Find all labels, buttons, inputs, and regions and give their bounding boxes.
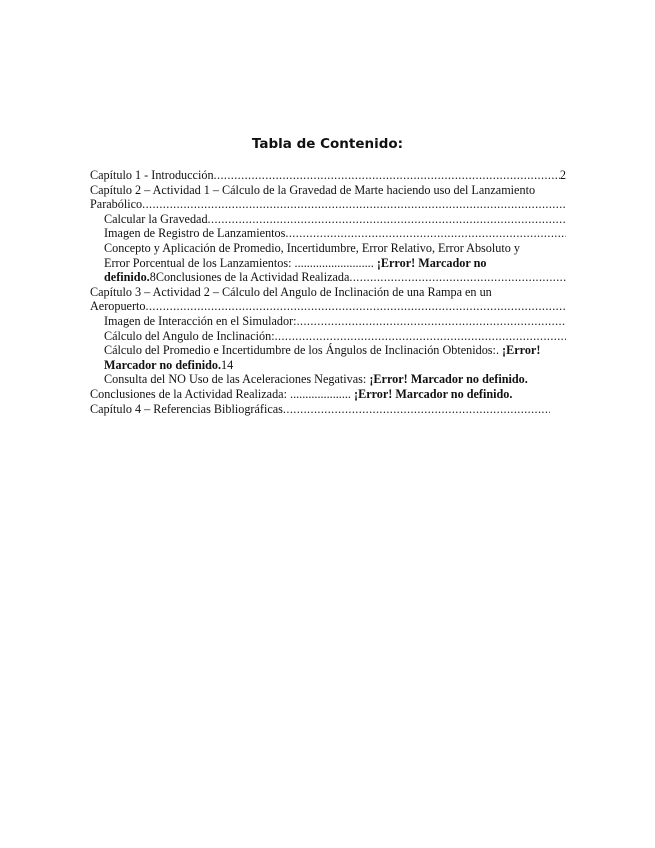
- dot-leader: [142, 197, 566, 212]
- toc-entry-text: Imagen de Registro de Lanzamientos: [104, 226, 286, 241]
- toc-entry-text: Imagen de Interacción en el Simulador:: [104, 313, 297, 328]
- toc-entry-text-cont: Aeropuerto: [90, 299, 146, 314]
- bookmark-error: ¡Error! Marcador no definido.: [369, 372, 528, 387]
- dot-leader: [208, 212, 566, 227]
- toc-entry-promedio-incertidumbre[interactable]: [90, 241, 566, 285]
- dot-leader: [349, 270, 566, 285]
- dot-leader: [146, 299, 567, 314]
- bookmark-error: ¡Error! Marcador no definido.: [350, 386, 513, 401]
- dot-leader: .: [495, 343, 499, 358]
- toc-entry-text: Conclusiones de la Actividad Realizada:: [90, 386, 291, 401]
- toc-entry-chapter-4[interactable]: [90, 402, 550, 417]
- dot-leader: [275, 329, 566, 344]
- toc-entry-conclusiones-actividad-1[interactable]: Conclusiones de la Actividad Realizada: [155, 270, 350, 285]
- toc-entry-calcular-gravedad[interactable]: [90, 212, 566, 227]
- toc-entry-imagen-simulador[interactable]: [90, 314, 566, 329]
- toc-entry-text-cont: Error Porcentual de los Lanzamientos:: [104, 255, 295, 270]
- toc-entry-calculo-angulo[interactable]: [90, 329, 566, 344]
- toc-entry-text: Cálculo del Angulo de Inclinación:: [104, 328, 275, 343]
- dot-leader: ....................: [290, 386, 351, 401]
- dot-leader: [285, 226, 566, 241]
- toc-entry-text: Cálculo del Promedio e Incertidumbre de los Ángulos de Inclinación Obtenidos:: [104, 343, 496, 358]
- bookmark-error: ¡Error! Marcador no: [373, 255, 487, 270]
- page-number: 2: [559, 168, 566, 182]
- toc-entry-text: Capítulo 4 – Referencias Bibliográficas: [90, 401, 283, 416]
- toc-entry-promedio-angulos[interactable]: [90, 343, 566, 372]
- dot-leader: [214, 168, 560, 183]
- dot-leader: ..........................: [294, 255, 374, 270]
- toc-entry-text-cont: Parabólico: [90, 197, 143, 212]
- bookmark-error-cont: Marcador no definido.: [104, 357, 222, 372]
- toc-entry-text: Concepto y Aplicación de Promedio, Incertidumbre, Error Relativo, Error Absoluto y: [104, 240, 520, 255]
- toc-entry-chapter-2[interactable]: [90, 183, 566, 212]
- toc-title: Tabla de Contenido:: [251, 136, 404, 152]
- page-number: 8: [149, 270, 156, 285]
- toc-entry-text: Capítulo 2 – Actividad 1 – Cálculo de la Gravedad de Marte haciendo uso del Lanzamiento: [90, 182, 536, 197]
- toc-entry-registro-lanzamientos[interactable]: [90, 226, 566, 241]
- toc-entry-chapter-1[interactable]: [90, 168, 566, 183]
- dot-leader: [297, 314, 566, 329]
- page-number: 14: [221, 357, 234, 372]
- toc-entry-text: Calcular la Gravedad: [104, 211, 208, 226]
- toc-entry-aceleraciones-negativas[interactable]: [90, 372, 566, 387]
- table-of-contents: [90, 168, 566, 416]
- bookmark-error: ¡Error!: [499, 343, 541, 358]
- bookmark-error-cont: definido.: [104, 270, 150, 285]
- toc-entry-text: Capítulo 1 - Introducción: [90, 168, 214, 182]
- toc-entry-text: Capítulo 3 – Actividad 2 – Cálculo del Angulo de Inclinación de una Rampa en un: [90, 284, 492, 299]
- toc-entry-conclusiones-actividad-2[interactable]: [90, 387, 566, 402]
- dot-leader: [283, 402, 550, 417]
- toc-entry-text: Consulta del NO Uso de las Aceleraciones Negativas:: [104, 372, 370, 387]
- toc-entry-chapter-3[interactable]: [90, 285, 566, 314]
